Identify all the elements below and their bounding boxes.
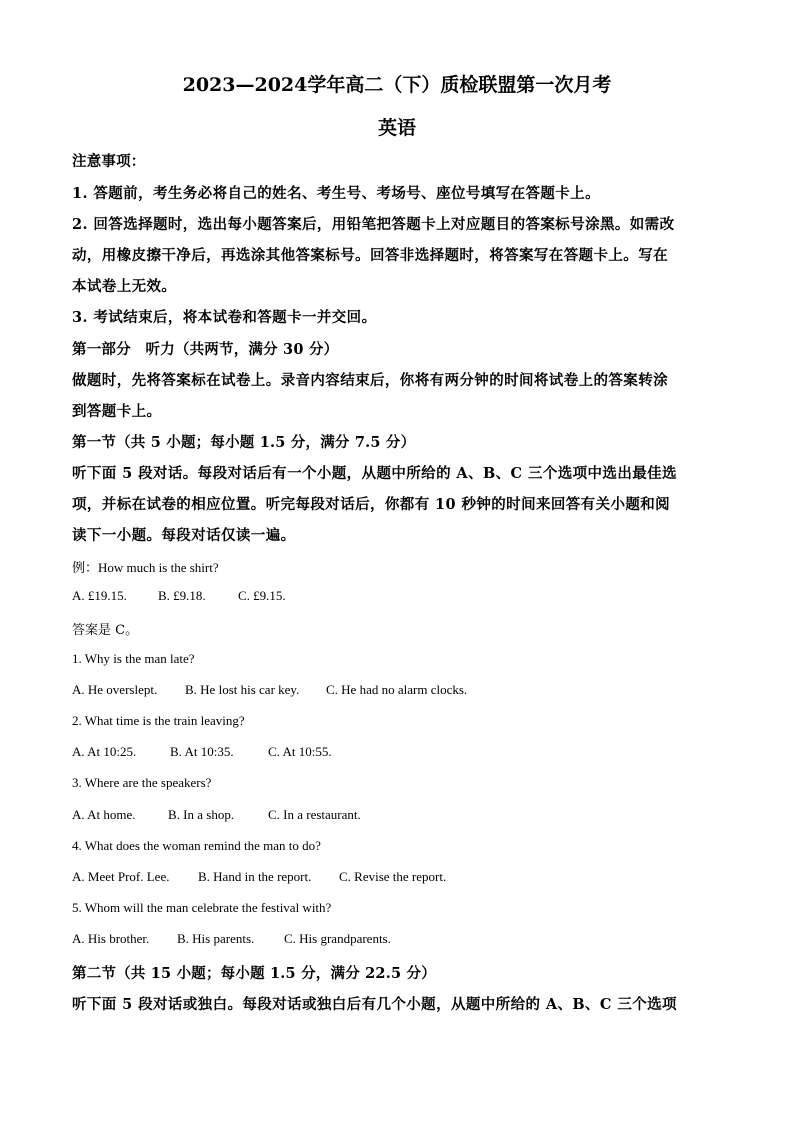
part1-intro-line-1: 做题时，先将答案标在试卷上。录音内容结束后，你将有两分钟的时间将试卷上的答案转涂 xyxy=(72,372,668,389)
example-question: 例：How much is the shirt? xyxy=(72,560,219,575)
question-4-option-a: A. Meet Prof. Lee. xyxy=(72,869,170,884)
question-2-options xyxy=(72,744,332,760)
notice-item-2-line-1: 2. 回答选择题时，选出每小题答案后，用铅笔把答题卡上对应题目的答案标号涂黑。如需改 xyxy=(72,216,675,233)
question-1-option-c: C. He had no alarm clocks. xyxy=(326,682,468,697)
notice-item-2-line-2: 动，用橡皮擦干净后，再选涂其他答案标号。回答非选择题时，将答案写在答题卡上。写在 xyxy=(72,247,668,264)
question-2-option-a: A. At 10:25. xyxy=(72,744,137,759)
question-1-option-b: B. He lost his car key. xyxy=(185,682,300,697)
question-2-option-c: C. At 10:55. xyxy=(268,744,332,759)
example-answer: 答案是 C。 xyxy=(72,623,139,638)
notice-item-2-line-3: 本试卷上无效。 xyxy=(72,278,177,295)
example-options xyxy=(72,588,286,604)
question-5: 5. Whom will the man celebrate the festival with? xyxy=(72,900,332,915)
subject-title: 英语 xyxy=(377,117,416,139)
section1-intro-line-2: 项，并标在试卷的相应位置。听完每段对话后，你都有 10 秒钟的时间来回答有关小题和阅 xyxy=(72,496,671,513)
question-1-options xyxy=(72,682,467,698)
example-option-b: B. £9.18. xyxy=(158,588,206,603)
section1-intro-line-1: 听下面 5 段对话。每段对话后有一个小题，从题中所给的 A、B、C 三个选项中选出最佳选 xyxy=(72,465,677,482)
example-option-a: A. £19.15. xyxy=(72,588,127,603)
question-4: 4. What does the woman remind the man to do? xyxy=(72,838,321,853)
part1-heading: 第一部分 听力（共两节，满分 30 分） xyxy=(72,341,339,358)
question-3-option-c: C. In a restaurant. xyxy=(268,807,361,822)
section2-intro-line-1: 听下面 5 段对话或独白。每段对话或独白后有几个小题，从题中所给的 A、B、C 三个选项 xyxy=(72,996,677,1013)
question-3-option-a: A. At home. xyxy=(72,807,136,822)
question-2: 2. What time is the train leaving? xyxy=(72,713,245,728)
question-5-options xyxy=(72,931,391,947)
section1-intro-line-3: 读下一小题。每段对话仅读一遍。 xyxy=(72,527,296,544)
exam-title: 2023—2024学年高二（下）质检联盟第一次月考 xyxy=(182,74,612,96)
question-5-option-c: C. His grandparents. xyxy=(284,931,391,946)
notice-item-3: 3. 考试结束后，将本试卷和答题卡一并交回。 xyxy=(72,309,377,326)
question-4-option-c: C. Revise the report. xyxy=(339,869,447,884)
question-3: 3. Where are the speakers? xyxy=(72,775,212,790)
question-3-options xyxy=(72,807,361,823)
question-4-option-b: B. Hand in the report. xyxy=(198,869,312,884)
question-1-option-a: A. He overslept. xyxy=(72,682,158,697)
notice-item-1: 1. 答题前，考生务必将自己的姓名、考生号、考场号、座位号填写在答题卡上。 xyxy=(72,185,600,202)
question-5-option-b: B. His parents. xyxy=(177,931,255,946)
part1-intro-line-2: 到答题卡上。 xyxy=(72,403,162,420)
section2-heading: 第二节（共 15 小题；每小题 1.5 分，满分 22.5 分） xyxy=(72,965,436,982)
question-3-option-b: B. In a shop. xyxy=(168,807,235,822)
notice-heading: 注意事项： xyxy=(72,153,146,170)
question-2-option-b: B. At 10:35. xyxy=(170,744,234,759)
example-option-c: C. £9.15. xyxy=(238,588,286,603)
section1-heading: 第一节（共 5 小题；每小题 1.5 分，满分 7.5 分） xyxy=(72,434,416,451)
question-5-option-a: A. His brother. xyxy=(72,931,150,946)
question-1: 1. Why is the man late? xyxy=(72,651,195,666)
question-4-options xyxy=(72,869,446,885)
